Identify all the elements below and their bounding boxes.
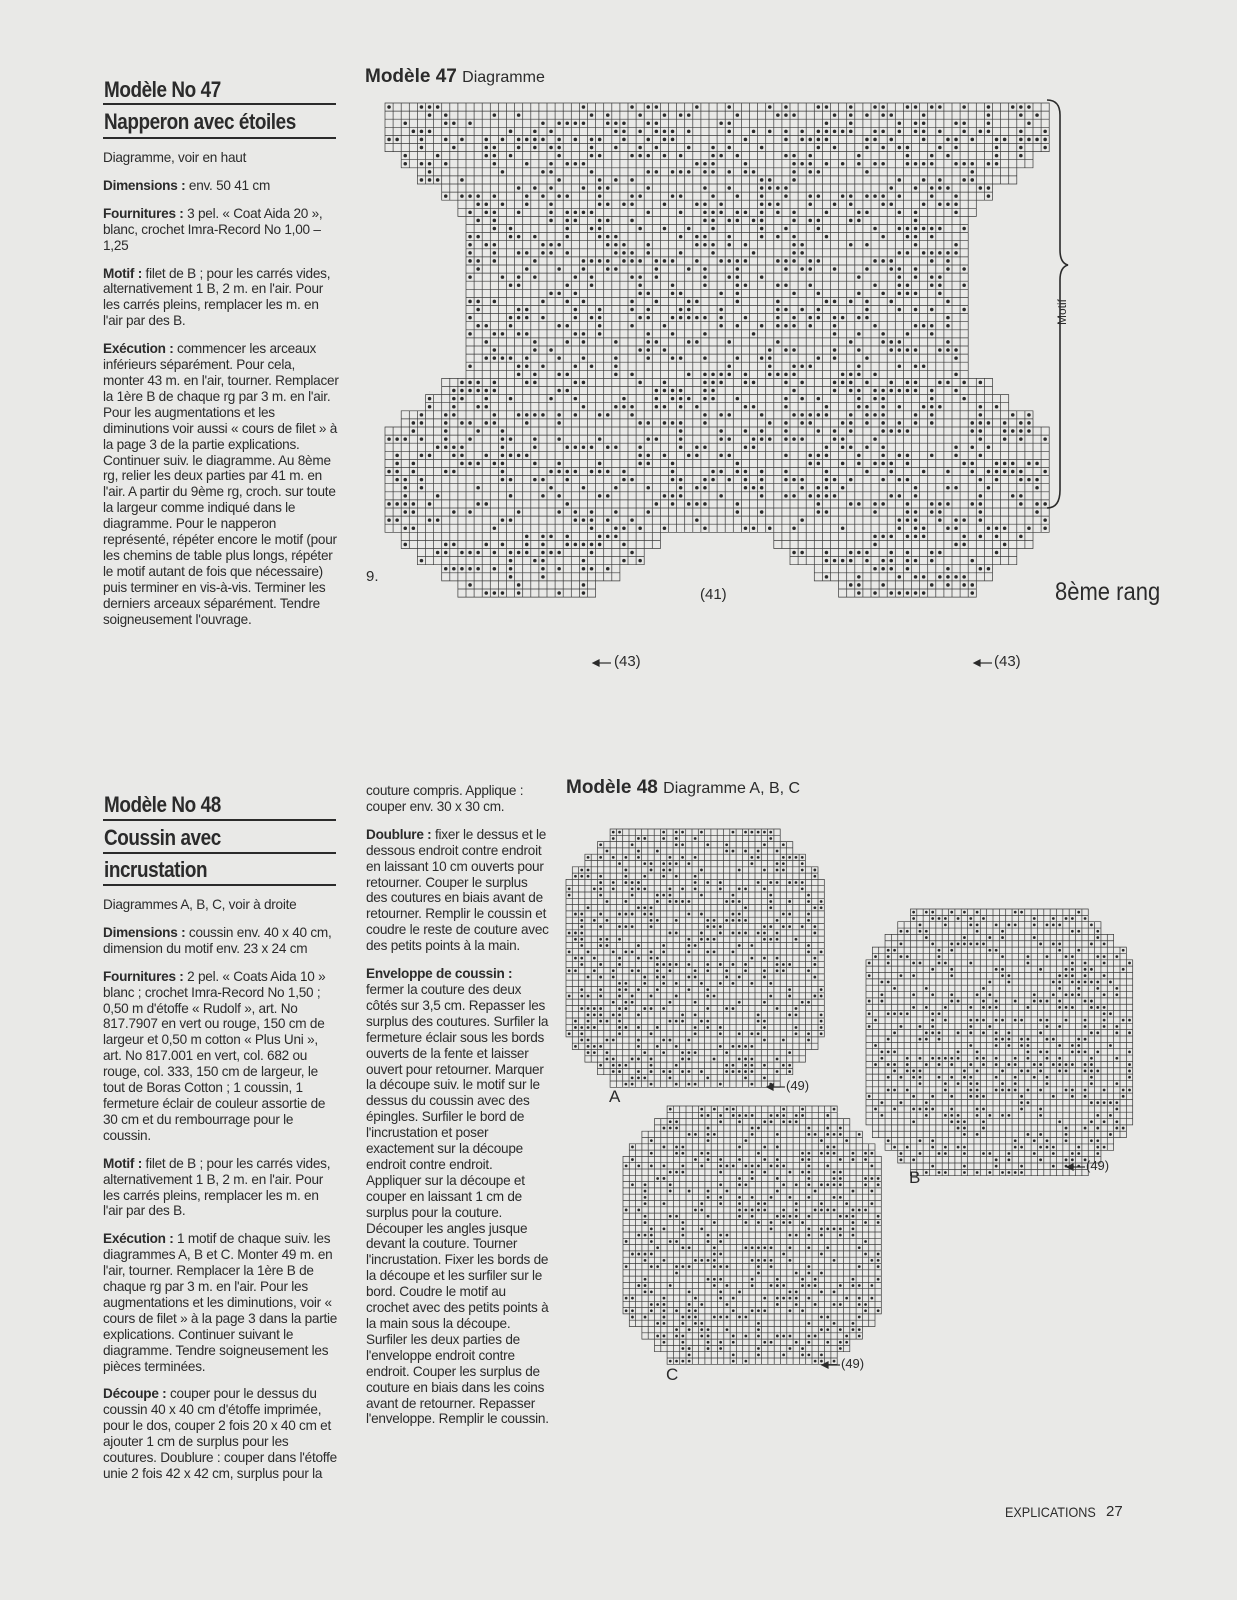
model47-filet-chart <box>385 103 1049 597</box>
model47-subtitle: Napperon avec étoiles <box>104 109 296 134</box>
diagram-c-label: C <box>666 1365 679 1384</box>
page-number: 27 <box>1106 1503 1123 1520</box>
stitch-count-43-right: (43) <box>994 653 1021 670</box>
doublure-paragraph: Doublure : fixer le dessus et le dessous endroit contre endroit en laissant 10 cm ouverts pour retourner. Couper le surplus des coutures en biais avant de retourner. Remplir le coussin et coudre le reste de couture avec des petits points à la main. <box>366 826 549 954</box>
execution-paragraph: Exécution : commencer les arceaux inférieurs séparément. Pour cela, monter 43 m. en l'air, tourner. Remplacer la 1ère B de chaque rg par 3 m. en l'air. Pour les augmentations et les diminutions voir aussi « cours de filet » à la page 3 de la partie explications. Continuer suiv. le diagramme. Au 8ème rg, relier les deux parties par 41 m. en l'air. A partir du 9ème rg, croch. sur toute la largeur comme indiqué dans le diagramme. Pour le napperon représenté, répéter encore le motif (pour les chemins de table plus longs, répéter le motif autant de fois que nécessaire) puis terminer en vis-à-vis. Terminer les derniers arceaux séparément. Tendre soigneusement l'ouvrage. <box>103 341 339 627</box>
model48-chart-b <box>866 909 1133 1176</box>
footer-section: EXPLICATIONS <box>1005 1504 1096 1520</box>
fournitures-paragraph: Fournitures : 3 pel. « Coat Aida 20 », blanc, crochet Imra-Record No 1,00 – 1,25 <box>103 205 323 253</box>
arrow-head <box>974 660 980 666</box>
diagram-reference: Diagrammes A, B, C, voir à droite <box>103 897 297 912</box>
stitch-count-49-b: (49) <box>1086 1158 1110 1173</box>
diagram-a-label: A <box>609 1087 621 1106</box>
decoupe-paragraph: Découpe : couper pour le dessus du coussin 40 x 40 cm d'étoffe imprimée, pour le dos, couper 2 fois 20 x 40 cm et ajouter 1 cm de surplus pour les coutures. Doublure : couper dans l'étoffe unie 2 fois 42 x 42 cm, surplus pour la <box>103 1386 337 1481</box>
dimensions-paragraph: Dimensions : coussin env. 40 x 40 cm, dimension du motif env. 23 x 24 cm <box>103 924 332 956</box>
execution-paragraph: Exécution : 1 motif de chaque suiv. les diagrammes A, B et C. Monter 49 m. en l'air, tourner. Remplacer la 1ère B de chaque rg par 3 m. en l'air. Pour les augmentations et les diminutions, voir « cours de filet » à la page 3 dans la partie explications. Continuer suivant le diagramme. Tendre soigneusement les pièces terminées. <box>103 1231 338 1374</box>
diagram-reference: Diagramme, voir en haut <box>103 150 247 165</box>
grid-cells <box>623 1106 881 1364</box>
model48-title: Modèle No 48 <box>104 792 221 817</box>
arrow-head <box>593 660 599 666</box>
model48-subtitle-2: incrustation <box>104 857 208 882</box>
title-rule <box>103 884 336 886</box>
arrow-head <box>822 1362 828 1368</box>
motif-paragraph: Motif : filet de B ; pour les carrés vides, alternativement 1 B, 2 m. en l'air. Pour les carrés pleins, remplacer les m. en l'air par des B. <box>103 1155 331 1219</box>
row-8-annotation: 8ème rang <box>1055 578 1161 606</box>
model48-subtitle-1: Coussin avec <box>104 825 221 850</box>
model48-chart-a <box>566 829 824 1087</box>
model48-chart-c <box>623 1106 881 1364</box>
filled-stitch-dots <box>568 831 823 1086</box>
filled-stitch-dots <box>625 1108 880 1363</box>
stitch-count-41: (41) <box>700 586 727 603</box>
stitch-count-49-c: (49) <box>841 1356 865 1371</box>
model48-diagram-title: Modèle 48 Diagramme A, B, C <box>566 777 801 798</box>
motif-paragraph: Motif : filet de B ; pour les carrés vides, alternativement 1 B, 2 m. en l'air. Pour les carrés pleins, remplacer les m. en l'air par des B. <box>103 265 331 329</box>
row-9-label: 9. <box>366 568 379 585</box>
grid-cells <box>566 829 824 1087</box>
grid-cells <box>866 909 1133 1176</box>
fournitures-paragraph: Fournitures : 2 pel. « Coats Aida 10 » blanc ; crochet Imra-Record No 1,50 ; 0,50 m d'étoffe « Rudolf », art. No 817.7907 en vert ou rouge, 150 cm de largeur et 0,50 m cotton « Plus Uni », art. No 817.001 en vert, col. 682 ou rouge, col. 333, 150 cm de largeur, le tout de Boras Cotton ; 1 coussin, 1 fermeture éclair de couleur assortie de 30 cm et du rembourrage pour le coussin. <box>103 968 326 1143</box>
diagram-b-label: B <box>909 1168 921 1187</box>
dimensions-paragraph: Dimensions : env. 50 41 cm <box>103 177 271 193</box>
stitch-count-49-a: (49) <box>786 1078 810 1093</box>
motif-label: Motif <box>1055 298 1069 325</box>
continued-paragraph: couture compris. Applique : couper env. 30 x 30 cm. <box>366 783 524 814</box>
model48-instructions-col1 <box>103 897 339 1494</box>
enveloppe-paragraph: Enveloppe de coussin : fermer la couture des deux côtés sur 3,5 cm. Repasser les surplus des coutures. Surfiler la fermeture éclair sous les bords ouverts de la fente et laisser ouvert pour retourner. Marquer la découpe suiv. le motif sur le dessus du coussin avec des épingles. Surfiler le bord de l'incrustation et poser exactement sur la découpe endroit contre endroit. Appliquer sur la découpe et couper en laissant 1 cm de surplus pour la couture. Découper les angles jusque devant la couture. Tourner l'incrustation. Fixer les bords de la découpe et les surfiler sur le bord. Coudre le motif au crochet avec des petits points à la main sous la découpe. Surfiler les deux parties de l'enveloppe endroit contre endroit. Couper les surplus de couture en biais dans les coins avant de retourner. Repasser l'enveloppe. Remplir le coussin. <box>366 966 549 1427</box>
model47-title: Modèle No 47 <box>104 77 221 102</box>
title-rule <box>103 819 336 821</box>
stitch-count-43-left: (43) <box>614 653 641 670</box>
model48-instructions-col2 <box>366 783 549 1439</box>
model47-diagram-title: Modèle 47 Diagramme <box>365 66 545 87</box>
title-rule <box>103 852 336 854</box>
